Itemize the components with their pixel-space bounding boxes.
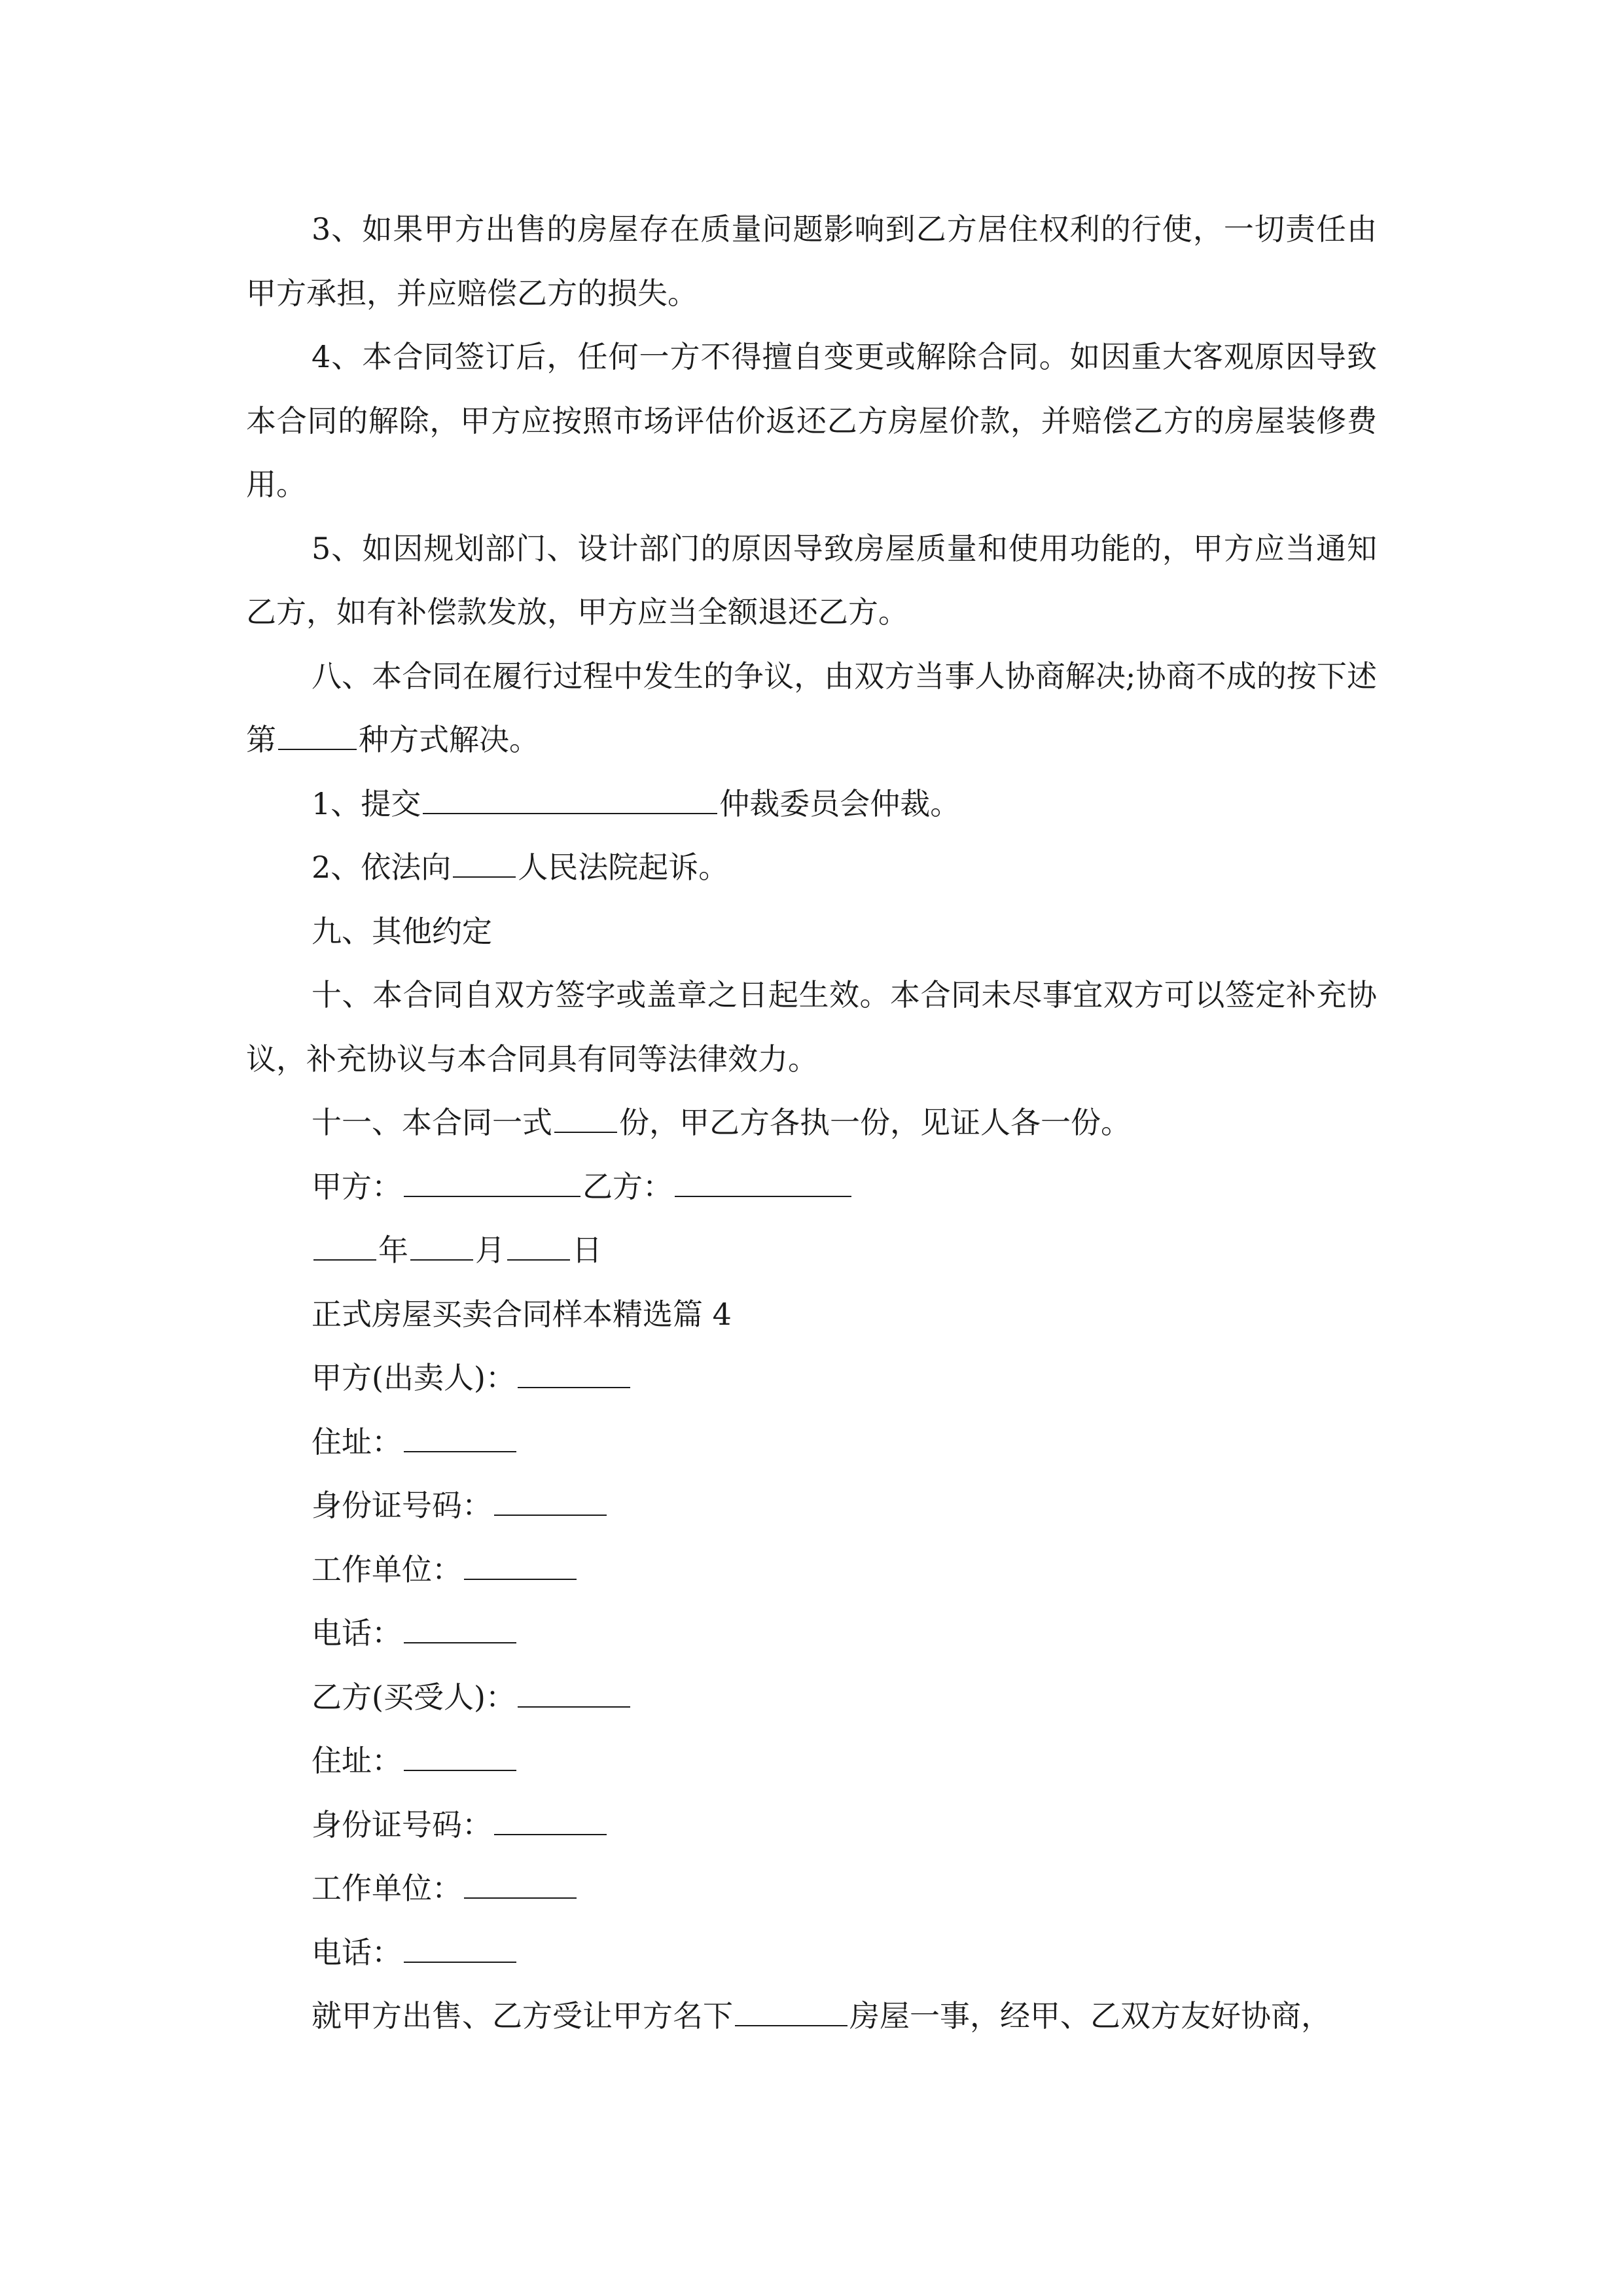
buyer-id-label: 身份证号码： (312, 1806, 492, 1842)
blank-line (313, 1259, 376, 1261)
clause-dispute-tail: 种方式解决。 (359, 722, 539, 757)
seller-phone-line (246, 1602, 1377, 1666)
blank-line (735, 2024, 847, 2026)
clause-other: 九、其他约定 (312, 913, 492, 949)
blank-line (518, 1706, 630, 1708)
seller-id-line (246, 1474, 1377, 1538)
blank-line (423, 812, 717, 814)
month-label: 月 (475, 1232, 505, 1268)
clause-5: 5、如因规划部门、设计部门的原因导致房屋质量和使用功能的，甲方应当通知乙方，如有补偿款发放，甲方应当全额退还乙方。 (246, 530, 1377, 630)
blank-line (554, 1131, 617, 1133)
seller-address-label: 住址： (312, 1424, 402, 1460)
option-court (246, 836, 1377, 900)
blank-line (507, 1259, 570, 1261)
seller-id-label: 身份证号码： (312, 1488, 492, 1523)
blank-line (464, 1578, 577, 1580)
option-arbitration (246, 772, 1377, 836)
blank-line (404, 1450, 516, 1452)
day-label: 日 (572, 1232, 602, 1268)
buyer-phone-line (246, 1921, 1377, 1985)
blank-line (404, 1769, 516, 1771)
option-court-text: 2、依法向 (312, 850, 452, 885)
blank-line (404, 1641, 516, 1643)
section-heading: 正式房屋买卖合同样本精选篇 4 (312, 1296, 732, 1332)
buyer-address-label: 住址： (312, 1743, 402, 1778)
signature-line (246, 1155, 1377, 1219)
buyer-work-label: 工作单位： (312, 1871, 462, 1906)
blank-line (404, 1195, 580, 1197)
option-arbitration-text: 1、提交 (312, 785, 421, 821)
blank-line (278, 748, 357, 750)
seller-work-line (246, 1538, 1377, 1602)
contract-body (246, 198, 1377, 2049)
seller-phone-label: 电话： (312, 1615, 402, 1651)
blank-line (464, 1897, 577, 1899)
blank-line (404, 1961, 516, 1963)
date-line (246, 1219, 1377, 1283)
clause-copies-tail: 份，甲乙方各执一份，见证人各一份。 (619, 1105, 1131, 1140)
party-a-label: 甲方： (312, 1168, 402, 1204)
blank-line (494, 1833, 607, 1835)
seller-name-line (246, 1346, 1377, 1410)
clause-dispute (246, 645, 1377, 772)
blank-line (410, 1259, 473, 1261)
preamble-text: 就甲方出售、乙方受让甲方名下 (312, 1998, 733, 2034)
buyer-work-line (246, 1857, 1377, 1921)
clause-4: 4、本合同签订后，任何一方不得擅自变更或解除合同。如因重大客观原因导致本合同的解除，甲方应按照市场评估价返还乙方房屋价款，并赔偿乙方的房屋装修费用。 (246, 339, 1377, 502)
buyer-id-line (246, 1793, 1377, 1857)
seller-work-label: 工作单位： (312, 1551, 462, 1587)
clause-copies (246, 1091, 1377, 1155)
seller-label: 甲方(出卖人)： (312, 1360, 516, 1395)
buyer-label: 乙方(买受人)： (312, 1679, 516, 1715)
preamble-tail: 房屋一事，经甲、乙双方友好协商， (849, 1998, 1331, 2034)
buyer-address-line (246, 1729, 1377, 1793)
preamble-line (246, 1984, 1377, 2049)
option-court-tail: 人民法院起诉。 (518, 850, 729, 885)
buyer-phone-label: 电话： (312, 1934, 402, 1970)
clause-copies-text: 十一、本合同一式 (312, 1105, 552, 1140)
buyer-name-line (246, 1666, 1377, 1730)
seller-address-line (246, 1410, 1377, 1475)
party-b-label: 乙方： (582, 1168, 673, 1204)
year-label: 年 (378, 1232, 408, 1268)
clause-3: 3、如果甲方出售的房屋存在质量问题影响到乙方居住权利的行使，一切责任由甲方承担，并应赔偿乙方的损失。 (246, 211, 1377, 311)
clause-effective: 十、本合同自双方签字或盖章之日起生效。本合同未尽事宜双方可以签定补充协议，补充协议与本合同具有同等法律效力。 (246, 977, 1377, 1077)
blank-line (453, 876, 516, 878)
clause-dispute-text: 八、本合同在履行过程中发生的争议，由双方当事人协商解决;协商不成的按下述第 (246, 658, 1377, 757)
blank-line (494, 1514, 607, 1516)
blank-line (675, 1195, 851, 1197)
blank-line (518, 1386, 630, 1388)
option-arbitration-tail: 仲裁委员会仲裁。 (719, 785, 961, 821)
